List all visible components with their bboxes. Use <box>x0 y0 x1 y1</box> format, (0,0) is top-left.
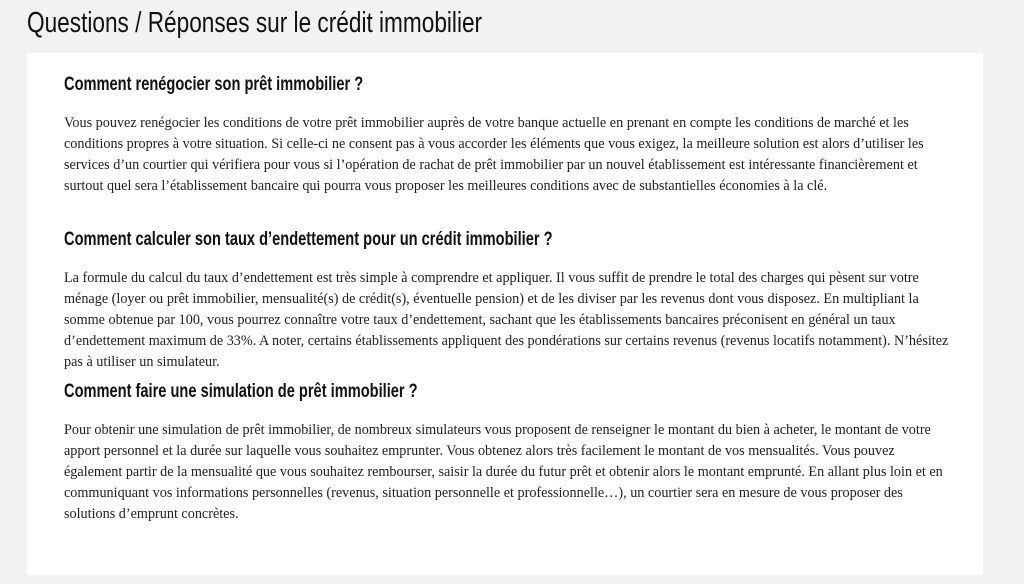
faq-question: Comment renégocier son prêt immobilier ? <box>64 74 364 95</box>
faq-item-simulation <box>64 380 954 525</box>
faq-answer: La formule du calcul du taux d’endettement est très simple à comprendre et appliquer. Il vous suffit de prendre le total des charges qui pèsent sur votre ménage (loyer ou prêt immobilier, mensualité(s) de crédit(s), éventuelle pension) et de les diviser par les revenus dont vous disposez. En multipliant la somme obtenue par 100, vous pourrez connaître votre taux d’endettement, sachant que les établissements bancaires préconisent en général un taux d’endettement maximum de 33%. A noter, certains établissements appliquent des pondérations sur certains revenus (revenus locatifs notamment). N’hésitez pas à utiliser un simulateur. <box>64 270 949 370</box>
faq-item-renegotiate <box>64 73 954 197</box>
faq-question: Comment faire une simulation de prêt immobilier ? <box>64 381 418 402</box>
faq-answer: Pour obtenir une simulation de prêt immobilier, de nombreux simulateurs vous proposent de renseigner le montant du bien à acheter, le montant de votre apport personnel et la durée sur laquelle vous souhaitez emprunter. Vous obtenez alors très facilement le montant de vos mensualités. Vous pouvez également partir de la mensualité que vous souhaitez rembourser, saisir la durée du futur prêt et obtenir alors le montant emprunté. En allant plus loin et en communiquant vos informations personnelles (revenus, situation personnelle et professionnelle…), un courtier sera en mesure de vous proposer des solutions d’emprunt concrètes. <box>64 422 943 522</box>
faq-panel <box>27 53 983 575</box>
faq-answer: Vous pouvez renégocier les conditions de votre prêt immobilier auprès de votre banque actuelle en prenant en compte les conditions de marché et les conditions propres à votre situation. Si celle-ci ne consent pas à vous accorder les éléments que vous exigez, la meilleure solution est alors d’utiliser les services d’un courtier qui vérifiera pour vous si l’opération de rachat de prêt immobilier par un nouvel établissement est intéressante financièrement et surtout quel sera l’établissement bancaire qui pourra vous proposer les meilleures conditions avec de substantielles économies à la clé. <box>64 115 924 194</box>
faq-item-debt-ratio <box>64 228 954 373</box>
faq-question: Comment calculer son taux d’endettement pour un crédit immobilier ? <box>64 229 553 250</box>
page-title: Questions / Réponses sur le crédit immobilier <box>27 7 483 39</box>
